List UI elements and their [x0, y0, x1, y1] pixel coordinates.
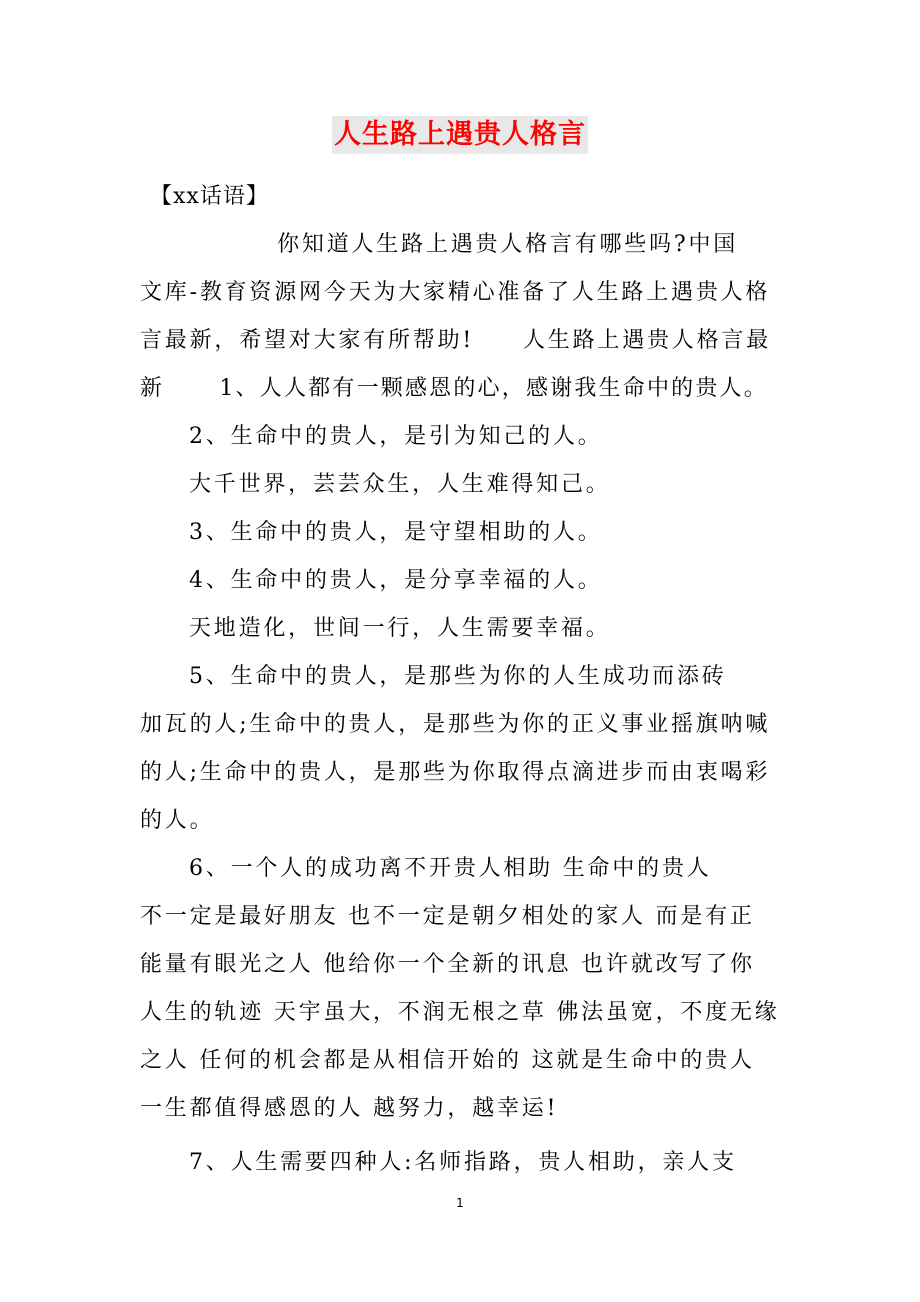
- text-line: 加瓦的人;生命中的贵人，是那些为你的正义事业摇旗呐喊: [140, 712, 771, 737]
- text-line: 新 1、人人都有一颗感恩的心，感谢我生命中的贵人。: [140, 376, 768, 401]
- text-line: 能量有眼光之人 他给你一个全新的讯息 也许就改写了你: [140, 952, 755, 977]
- text-line: 你知道人生路上遇贵人格言有哪些吗?中国: [140, 232, 739, 257]
- text-line: 言最新，希望对大家有所帮助! 人生路上遇贵人格言最: [140, 328, 772, 353]
- text-line: 5、生命中的贵人，是那些为你的人生成功而添砖: [140, 664, 727, 689]
- section-label: 【xx话语】: [150, 184, 269, 209]
- text-line: 大千世界，芸芸众生，人生难得知己。: [140, 472, 611, 497]
- text-line: 不一定是最好朋友 也不一定是朝夕相处的家人 而是有正: [140, 904, 755, 929]
- text-line: 7、人生需要四种人:名师指路，贵人相助，亲人支: [140, 1150, 737, 1175]
- document-title: 人生路上遇贵人格言: [332, 116, 588, 154]
- text-line: 人生的轨迹 天宇虽大，不润无根之草 佛法虽宽，不度无缘: [140, 1000, 780, 1025]
- text-line: 文库-教育资源网今天为大家精心准备了人生路上遇贵人格: [140, 280, 771, 305]
- text-line: 6、一个人的成功离不开贵人相助 生命中的贵人: [140, 856, 712, 881]
- text-line: 天地造化，世间一行，人生需要幸福。: [140, 616, 611, 641]
- text-line: 一生都值得感恩的人 越努力，越幸运!: [140, 1096, 559, 1121]
- text-line: 的人;生命中的贵人，是那些为你取得点滴进步而由衷喝彩: [140, 760, 771, 785]
- text-line: 的人。: [140, 808, 215, 833]
- page-number: 1: [456, 1196, 464, 1210]
- text-line: 3、生命中的贵人，是守望相助的人。: [140, 520, 603, 545]
- text-line: 2、生命中的贵人，是引为知己的人。: [140, 424, 603, 449]
- title-container: [0, 116, 920, 154]
- text-line: 之人 任何的机会都是从相信开始的 这就是生命中的贵人: [140, 1048, 755, 1073]
- text-line: 4、生命中的贵人，是分享幸福的人。: [140, 568, 603, 593]
